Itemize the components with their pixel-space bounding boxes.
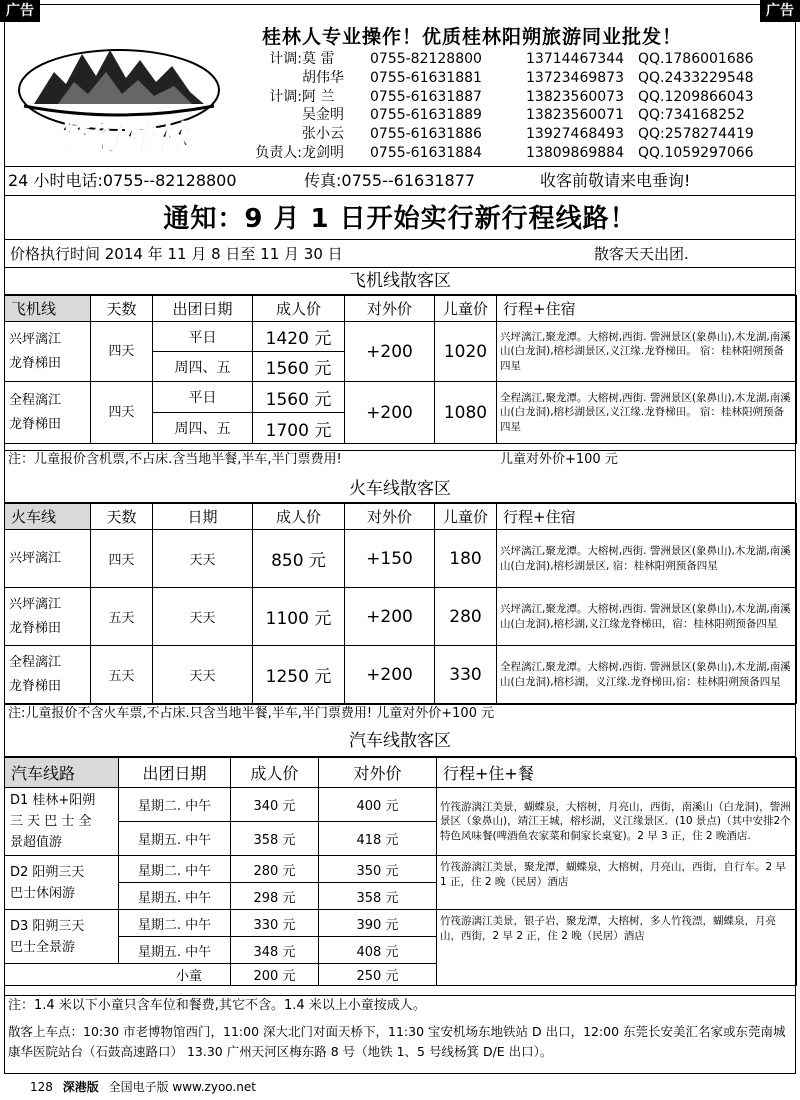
adult-price: 358 元 bbox=[231, 822, 319, 856]
itinerary-cell: 竹筏游漓江美景，蝴蝶泉，大榕树，月亮山，西街，南溪山（白龙洞)，訾洲景区（象鼻山)，靖江王城，榕杉湖，义江缘景区．(10 景点)（其中安排2个特色风味餐(啤酒鱼农家菜和侗家长桌宴)。2 早 3 正，住 2 晚酒店. bbox=[437, 788, 797, 856]
notice-title: 通知：9 月 1 日开始实行新行程线路！ bbox=[4, 198, 796, 240]
col-header: 成人价 bbox=[231, 758, 319, 788]
col-header: 儿童价 bbox=[435, 504, 497, 530]
bus-note: 注：1.4 米以下小童只含车位和餐费,其它不含。1.4 米以上小童按成人。 bbox=[4, 995, 796, 996]
train-table bbox=[4, 503, 797, 704]
col-header: 成人价 bbox=[253, 296, 345, 322]
col-header: 对外价 bbox=[345, 504, 435, 530]
col-header: 行程+住宿 bbox=[497, 504, 797, 530]
price-period bbox=[4, 240, 796, 268]
external-price: 358 元 bbox=[319, 883, 437, 910]
hotline-tip: 收客前敬请来电垂询! bbox=[540, 171, 691, 190]
date-cell: 天天 bbox=[153, 530, 253, 588]
date-cell: 周四、五 bbox=[153, 352, 253, 382]
flight-section-title: 飞机线散客区 bbox=[4, 268, 796, 295]
markup-cell: +200 bbox=[345, 322, 435, 382]
adult-price: 280 元 bbox=[231, 856, 319, 883]
date-cell: 星期二. 中午 bbox=[119, 910, 231, 937]
train-section-title: 火车线散客区 bbox=[4, 476, 796, 503]
child-price: 1080 bbox=[435, 382, 497, 444]
date-cell: 星期五. 中午 bbox=[119, 822, 231, 856]
flight-table bbox=[4, 295, 797, 444]
ad-label-right: 广告 bbox=[760, 0, 800, 22]
table-row bbox=[5, 588, 797, 646]
flight-header-row bbox=[5, 296, 797, 322]
daily-departure: 散客天天出团. bbox=[594, 245, 689, 263]
itinerary-cell: 全程漓江,聚龙潭。大榕树,西街. 訾洲景区(象鼻山),木龙湖,南溪山(白龙洞),榕杉湖，义江缘.龙脊梯田,宿：桂林阳朔预备四星 bbox=[497, 646, 797, 704]
date-cell: 周四、五 bbox=[153, 413, 253, 444]
adult-price: 330 元 bbox=[231, 910, 319, 937]
markup-cell: +150 bbox=[345, 530, 435, 588]
hotline-bar bbox=[4, 166, 796, 196]
route-cell: D1 桂林+阳朔 三 天 巴 士 全 景超值游 bbox=[5, 788, 119, 856]
train-note: 注:儿童报价不含火车票,不占床.只含当地半餐,半车,半门票费用! 儿童对外价+100 元 bbox=[4, 704, 796, 705]
route-cell: 兴坪漓江 bbox=[5, 530, 91, 588]
col-header: 火车线 bbox=[5, 504, 91, 530]
table-row bbox=[5, 646, 797, 704]
col-header: 飞机线 bbox=[5, 296, 91, 322]
hotline-fax: 传真:0755--61631877 bbox=[304, 171, 476, 190]
pickup-points: 散客上车点：10:30 市老博物馆西门，11:00 深大北门对面天桥下，11:30 宝安机场东地铁站 D 出口，12:00 东莞长安美汇名家或东莞南城康华医院站台（石鼓高速路口） 13.30 广州天河区梅东路 8 号（地铁 1、5 号线杨箕 D/E 出口）。 bbox=[8, 1024, 786, 1059]
table-row bbox=[5, 322, 797, 352]
table-row bbox=[5, 382, 797, 413]
flight-note: 注：儿童报价含机票,不占床.含当地半餐,半车,半门票费用! 儿童对外价+100 元 bbox=[4, 450, 796, 451]
edition-label: 深港版 bbox=[62, 1080, 99, 1094]
markup-cell: +200 bbox=[345, 588, 435, 646]
itinerary-cell: 全程漓江,聚龙潭。大榕树,西街. 訾洲景区(象鼻山),木龙湖,南溪山(白龙洞),榕杉湖景区,义江缘.龙脊梯田。 宿：桂林阳朔预备四星 bbox=[497, 382, 797, 444]
brand-name: 梦幻桂林 bbox=[51, 119, 187, 159]
route-cell: D3 阳朔三天 巴士全景游 bbox=[5, 910, 119, 964]
adult-price: 1420 元 bbox=[253, 322, 345, 352]
route-cell: 全程漓江 龙脊梯田 bbox=[5, 646, 91, 704]
adult-price: 1100 元 bbox=[253, 588, 345, 646]
itinerary-cell: 竹筏游漓江美景，聚龙潭，蝴蝶泉，大榕树，月亮山，西街，自行车。2 早 1 正，住 2 晚（民居）酒店 bbox=[437, 856, 797, 910]
days-cell: 四天 bbox=[91, 322, 153, 382]
days-cell: 五天 bbox=[91, 588, 153, 646]
page-footer bbox=[30, 1078, 262, 1095]
child-label: 小童 bbox=[5, 964, 231, 986]
date-cell: 天天 bbox=[153, 646, 253, 704]
adult-price: 1560 元 bbox=[253, 352, 345, 382]
adult-price: 348 元 bbox=[231, 937, 319, 964]
days-cell: 四天 bbox=[91, 382, 153, 444]
period-text: 价格执行时间 2014 年 11 月 8 日至 11 月 30 日 bbox=[10, 245, 343, 263]
itinerary-cell: 兴坪漓江,聚龙潭。大榕树,西街. 訾洲景区(象鼻山),木龙湖,南溪山(白龙洞),榕杉湖景区,义江缘.龙脊梯田。 宿：桂林阳朔预备四星 bbox=[497, 322, 797, 382]
col-header: 行程+住+餐 bbox=[437, 758, 797, 788]
itinerary-cell: 兴坪漓江,聚龙潭。大榕树,西街. 訾洲景区(象鼻山),木龙湖,南溪山(白龙洞),榕杉湖景区, 宿：桂林阳朔预备四星 bbox=[497, 530, 797, 588]
page-number: 128 bbox=[30, 1080, 53, 1094]
date-cell: 天天 bbox=[153, 588, 253, 646]
route-cell: D2 阳朔三天 巴士休闲游 bbox=[5, 856, 119, 910]
external-price: 418 元 bbox=[319, 822, 437, 856]
table-row bbox=[5, 530, 797, 588]
child-price: 180 bbox=[435, 530, 497, 588]
col-header: 行程+住宿 bbox=[497, 296, 797, 322]
train-header-row bbox=[5, 504, 797, 530]
col-header: 儿童价 bbox=[435, 296, 497, 322]
adult-price: 298 元 bbox=[231, 883, 319, 910]
col-header: 汽车线路 bbox=[5, 758, 119, 788]
headline: 桂林人专业操作！优质桂林阳朔旅游同业批发！ bbox=[262, 26, 683, 48]
itinerary-cell: 兴坪漓江,聚龙潭。大榕树,西街. 訾洲景区(象鼻山),木龙湖,南溪山(白龙洞),榕杉湖,义江缘龙脊梯田，宿：桂林阳朔预备四星 bbox=[497, 588, 797, 646]
external-price: 350 元 bbox=[319, 856, 437, 883]
adult-price: 1250 元 bbox=[253, 646, 345, 704]
date-cell: 星期五. 中午 bbox=[119, 883, 231, 910]
table-row bbox=[5, 788, 797, 822]
date-cell: 平日 bbox=[153, 382, 253, 413]
route-cell: 全程漓江 龙脊梯田 bbox=[5, 382, 91, 444]
ad-label-left: 广告 bbox=[0, 0, 40, 22]
markup-cell: +200 bbox=[345, 382, 435, 444]
days-cell: 四天 bbox=[91, 530, 153, 588]
child-price: 280 bbox=[435, 588, 497, 646]
col-header: 出团日期 bbox=[153, 296, 253, 322]
col-header: 对外价 bbox=[345, 296, 435, 322]
header: 梦幻桂林 桂林人专业操作！优质桂林阳朔旅游同业批发！ 计调: 莫 雷 0755-82128800 13714467344 QQ.1786001686 胡伟华 0755-61631881 13723469873 QQ.2433229548 计调: 阿 兰 0755-61631887 13823560073 QQ.1209866043 吴金明 0755-61631889 13823560071 QQ:734168252 张小云 0755-61631886 13927468493 QQ:2578274419 负责人: 龙剑明 0755-61631884 13809869884 QQ.1059297066 bbox=[4, 4, 796, 166]
route-cell: 兴坪漓江 龙脊梯田 bbox=[5, 588, 91, 646]
markup-cell: +200 bbox=[345, 646, 435, 704]
date-cell: 平日 bbox=[153, 322, 253, 352]
col-header: 成人价 bbox=[253, 504, 345, 530]
brand-logo bbox=[14, 32, 224, 160]
bus-table bbox=[4, 757, 797, 986]
date-cell: 星期五. 中午 bbox=[119, 937, 231, 964]
adult-price: 850 元 bbox=[253, 530, 345, 588]
itinerary-cell: 竹筏游漓江美景，银子岩，聚龙潭，大榕树，多人竹筏漂，蝴蝶泉，月亮山，西街，2 早 2 正，住 2 晚（民居）酒店 bbox=[437, 910, 797, 986]
external-price: 400 元 bbox=[319, 788, 437, 822]
child-price: 330 bbox=[435, 646, 497, 704]
col-header: 对外价 bbox=[319, 758, 437, 788]
site-label: 全国电子版 www.zyoo.net bbox=[108, 1080, 256, 1094]
external-price: 390 元 bbox=[319, 910, 437, 937]
col-header: 日期 bbox=[153, 504, 253, 530]
adult-price: 340 元 bbox=[231, 788, 319, 822]
child-external-price: 250 元 bbox=[319, 964, 437, 986]
route-cell: 兴坪漓江 龙脊梯田 bbox=[5, 322, 91, 382]
date-cell: 星期二. 中午 bbox=[119, 788, 231, 822]
col-header: 天数 bbox=[91, 504, 153, 530]
external-price: 408 元 bbox=[319, 937, 437, 964]
col-header: 出团日期 bbox=[119, 758, 231, 788]
child-adult-price: 200 元 bbox=[231, 964, 319, 986]
days-cell: 五天 bbox=[91, 646, 153, 704]
table-row bbox=[5, 910, 797, 937]
bus-header-row bbox=[5, 758, 797, 788]
date-cell: 星期二. 中午 bbox=[119, 856, 231, 883]
adult-price: 1700 元 bbox=[253, 413, 345, 444]
bus-section-title: 汽车线散客区 bbox=[4, 726, 796, 757]
table-row bbox=[5, 856, 797, 883]
child-price: 1020 bbox=[435, 322, 497, 382]
hotline-phone: 24 小时电话:0755--82128800 bbox=[8, 171, 237, 190]
adult-price: 1560 元 bbox=[253, 382, 345, 413]
col-header: 天数 bbox=[91, 296, 153, 322]
